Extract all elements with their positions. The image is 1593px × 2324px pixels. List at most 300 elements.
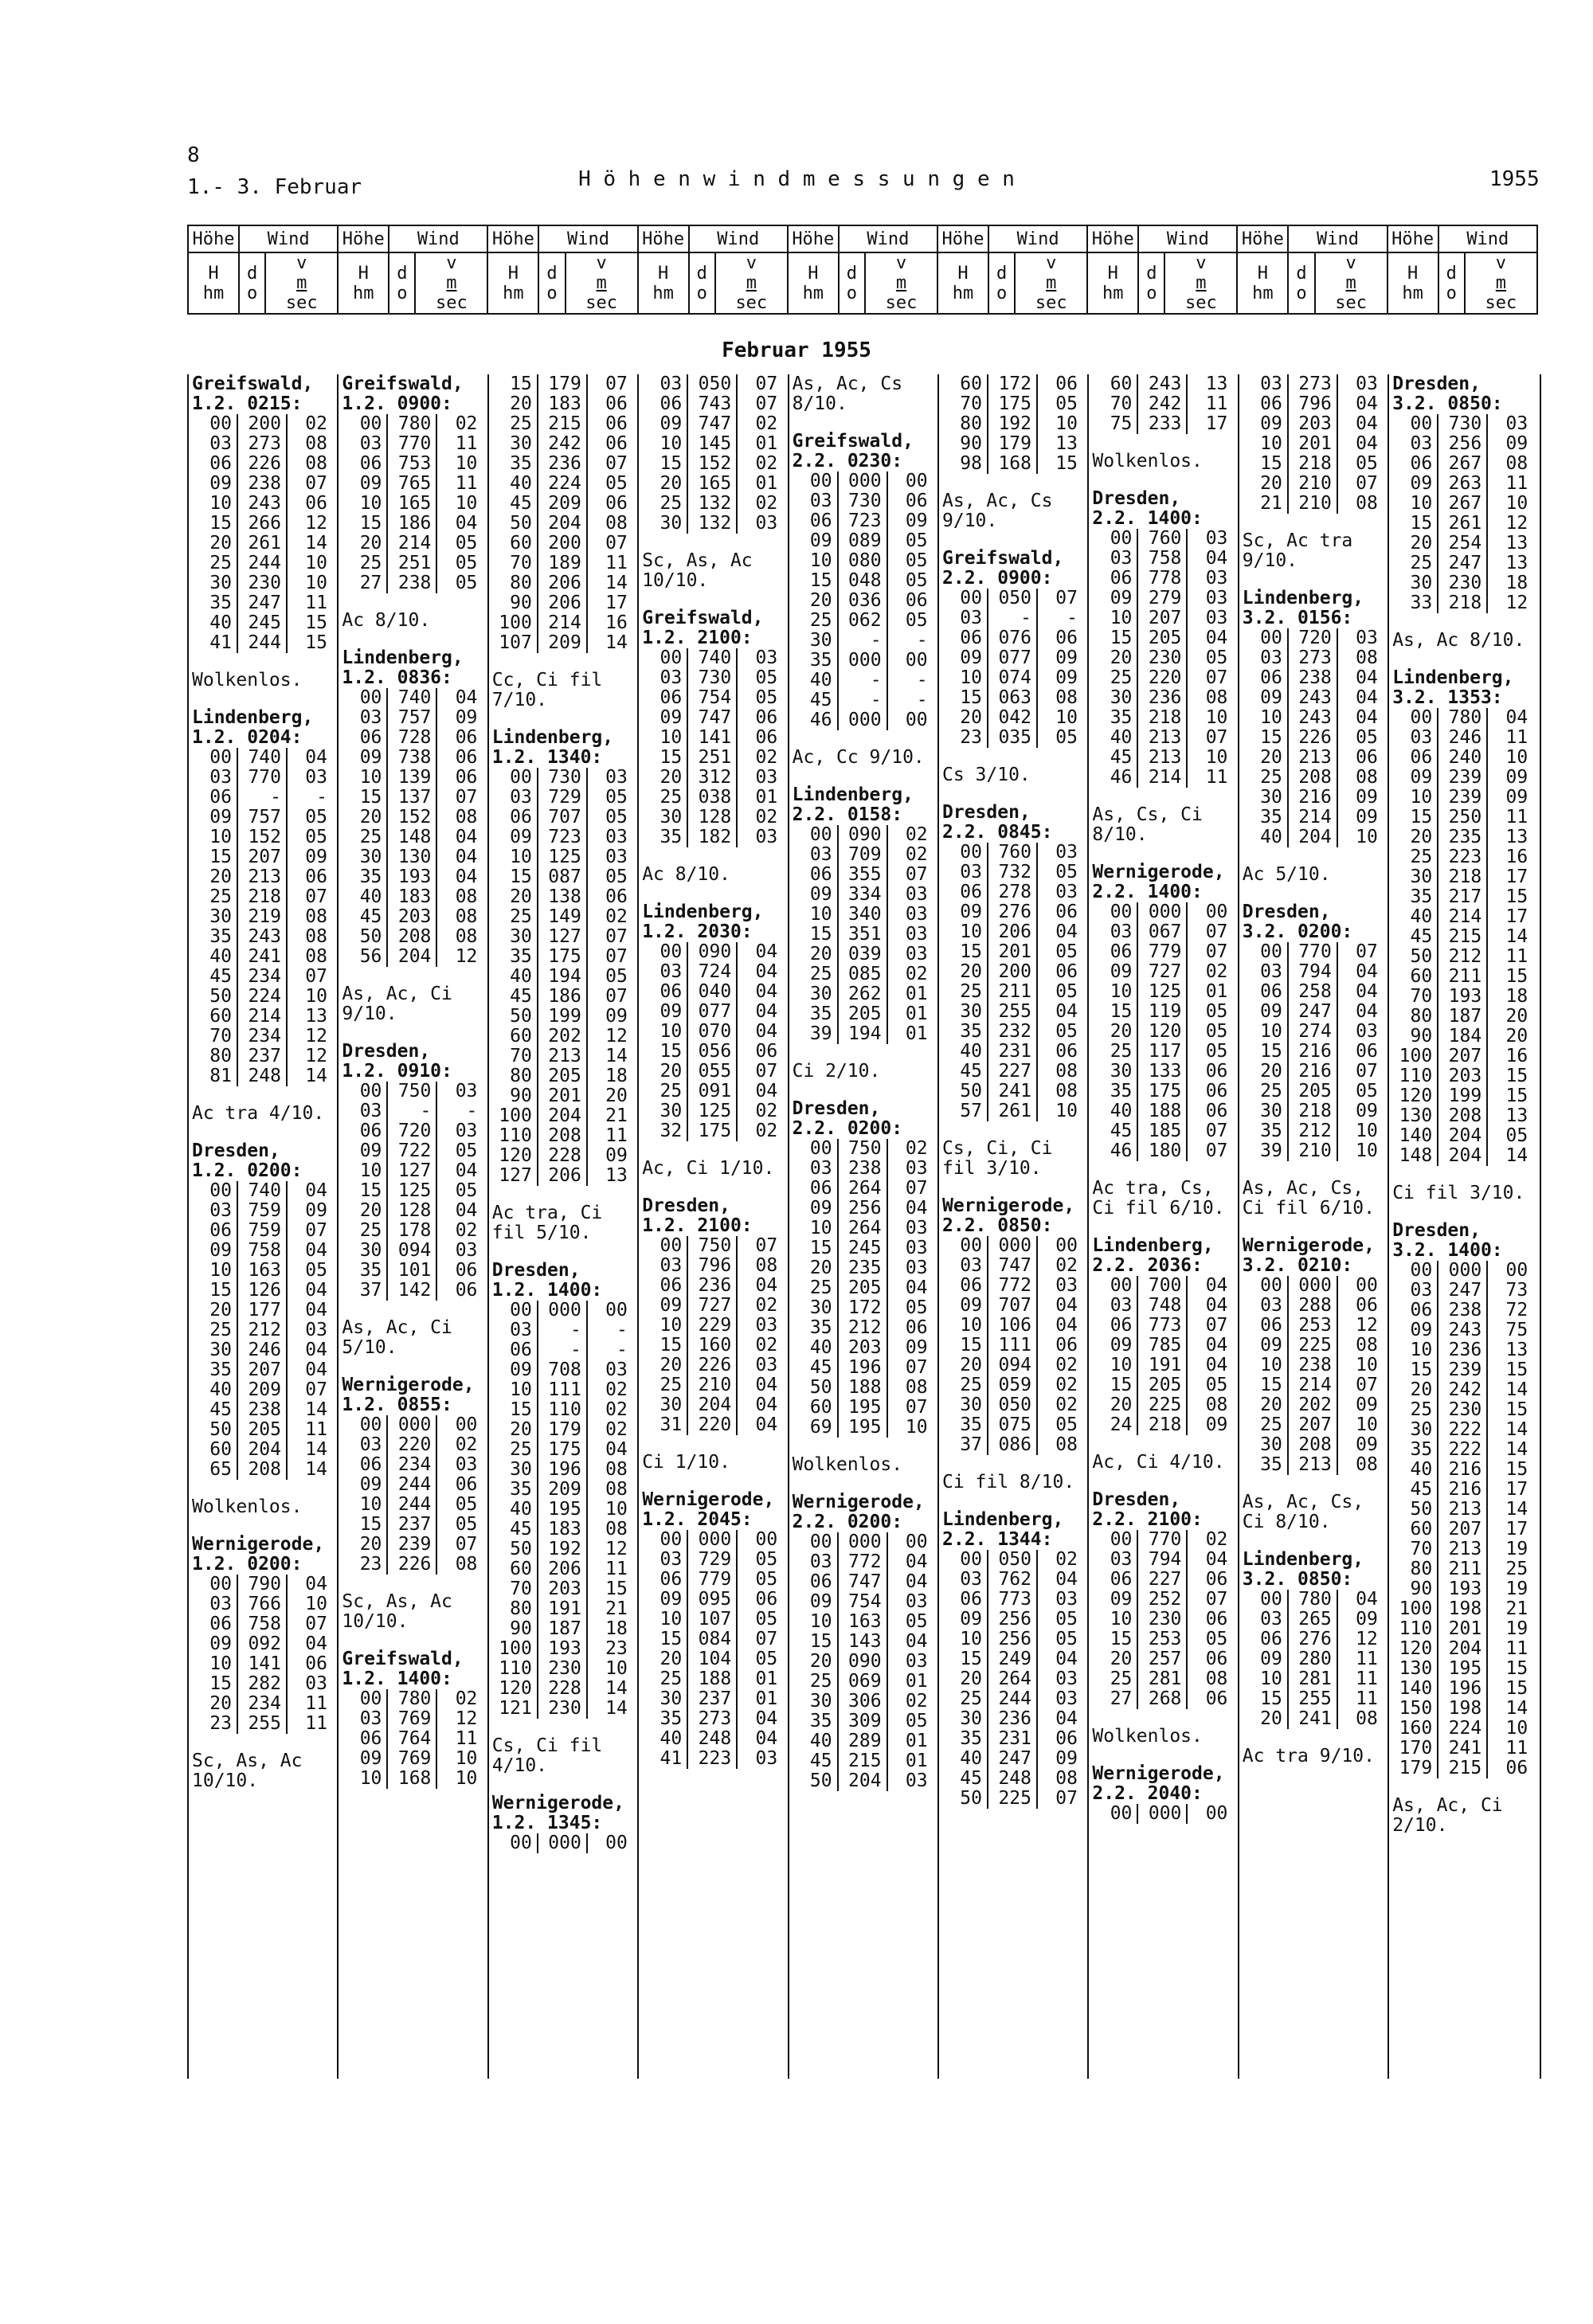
height-cell: 25 xyxy=(489,907,538,927)
speed-cell: 20 xyxy=(1505,1006,1528,1027)
height-cell: 60 xyxy=(189,1440,238,1460)
direction-cell: 264 xyxy=(839,1179,888,1199)
height-cell: 00 xyxy=(1239,1276,1289,1296)
height-cell: 35 xyxy=(189,593,238,613)
height-cell: 06 xyxy=(1389,1301,1438,1320)
height-cell: 09 xyxy=(339,1749,388,1769)
direction-cell: 239 xyxy=(388,1535,437,1555)
height-cell: 40 xyxy=(789,671,839,691)
table-row xyxy=(339,1141,488,1161)
direction-cell: 760 xyxy=(988,843,1038,863)
block-spacer xyxy=(639,847,789,865)
table-row xyxy=(1389,1679,1539,1699)
height-cell: 15 xyxy=(789,1632,839,1652)
speed-cell: 06 xyxy=(1055,374,1078,394)
direction-cell: 198 xyxy=(1438,1599,1488,1619)
height-cell: 03 xyxy=(1239,374,1289,394)
height-cell: 00 xyxy=(489,768,538,788)
speed-cell: 02 xyxy=(755,1295,778,1316)
direction-cell: 191 xyxy=(1138,1356,1188,1375)
speed-cell: 11 xyxy=(1505,946,1528,967)
height-cell: 00 xyxy=(1089,1276,1138,1296)
speed-cell: 04 xyxy=(305,1240,327,1261)
direction-cell: 201 xyxy=(988,942,1038,962)
direction-cell: 208 xyxy=(1438,1106,1488,1126)
table-row xyxy=(489,1500,639,1520)
height-cell: 40 xyxy=(939,1042,988,1062)
direction-cell: 110 xyxy=(538,1400,588,1420)
direction-cell: 780 xyxy=(388,414,437,434)
speed-cell: 05 xyxy=(755,667,778,688)
height-cell: 30 xyxy=(189,907,238,927)
height-cell: 10 xyxy=(489,1380,538,1400)
table-row xyxy=(1389,1106,1539,1126)
table-row xyxy=(189,1420,339,1440)
height-cell: 25 xyxy=(939,1375,988,1395)
table-row xyxy=(1239,1042,1389,1062)
direction-cell: 185 xyxy=(1138,1121,1188,1141)
table-row xyxy=(189,1027,339,1047)
table-row xyxy=(1089,1689,1239,1709)
speed-cell: 02 xyxy=(1055,1375,1078,1395)
speed-cell: 04 xyxy=(1356,433,1378,454)
table-row xyxy=(1389,708,1539,728)
direction-cell: 207 xyxy=(238,847,288,867)
direction-cell: 209 xyxy=(538,633,588,653)
table-row xyxy=(639,962,789,982)
station-block xyxy=(339,1318,488,1358)
table-row xyxy=(189,593,339,613)
station-block xyxy=(939,1196,1089,1455)
speed-cell: 07 xyxy=(905,1397,928,1418)
direction-cell: 138 xyxy=(538,887,588,907)
height-cell: 70 xyxy=(489,1047,538,1066)
direction-cell: 228 xyxy=(538,1146,588,1166)
direction-cell: - xyxy=(839,691,888,710)
station-block xyxy=(1239,531,1389,571)
direction-cell: 192 xyxy=(538,1540,588,1559)
table-row xyxy=(939,708,1089,728)
direction-cell: 201 xyxy=(1289,434,1338,454)
station-column xyxy=(337,374,488,2079)
table-row xyxy=(1089,1101,1239,1121)
direction-cell: 235 xyxy=(839,1258,888,1278)
speed-cell: 02 xyxy=(1055,1255,1078,1276)
header-hoehe: Höhe xyxy=(1087,225,1138,252)
table-row xyxy=(1389,728,1539,748)
table-row xyxy=(789,1672,939,1692)
speed-cell: 08 xyxy=(605,1519,628,1540)
speed-cell: 03 xyxy=(1055,842,1078,863)
header-v-msec xyxy=(566,252,638,314)
speed-cell: 12 xyxy=(1505,513,1528,534)
direction-cell: 125 xyxy=(688,1101,738,1121)
height-cell: 40 xyxy=(489,967,538,987)
speed-cell: 05 xyxy=(755,1549,778,1570)
height-cell: 15 xyxy=(939,1336,988,1356)
speed-cell: 05 xyxy=(1055,1629,1078,1649)
height-cell: 06 xyxy=(189,1614,238,1634)
direction-cell: 226 xyxy=(238,454,288,474)
direction-cell: 230 xyxy=(1138,1610,1188,1630)
direction-cell: 780 xyxy=(1438,708,1488,728)
direction-cell: 251 xyxy=(688,748,738,768)
height-cell: 06 xyxy=(189,1221,238,1241)
table-row xyxy=(939,1082,1089,1101)
speed-cell: 03 xyxy=(755,767,778,788)
table-row xyxy=(489,1301,639,1320)
height-cell: 20 xyxy=(339,534,388,554)
height-cell: 10 xyxy=(789,1219,839,1238)
table-row xyxy=(939,1630,1089,1649)
direction-cell: 168 xyxy=(988,454,1038,474)
direction-cell: 273 xyxy=(238,434,288,454)
station-block xyxy=(1089,863,1239,1161)
table-row xyxy=(789,905,939,925)
height-cell: 80 xyxy=(939,414,988,434)
table-row xyxy=(339,1555,488,1575)
height-cell: 40 xyxy=(1239,827,1289,847)
direction-cell: 248 xyxy=(238,1066,288,1086)
speed-cell: 03 xyxy=(605,767,628,788)
table-row xyxy=(1389,1360,1539,1380)
height-cell: 20 xyxy=(489,1420,538,1440)
height-cell: 10 xyxy=(339,1769,388,1789)
speed-cell: 12 xyxy=(455,946,478,967)
direction-cell: 148 xyxy=(388,827,437,847)
table-row xyxy=(489,414,639,434)
height-cell: 25 xyxy=(339,1221,388,1241)
table-row xyxy=(1089,1356,1239,1375)
table-row xyxy=(1239,788,1389,808)
speed-cell: 14 xyxy=(605,1678,628,1699)
table-row xyxy=(939,942,1089,962)
height-cell: 20 xyxy=(1089,1022,1138,1042)
direction-cell: 207 xyxy=(238,1360,288,1380)
direction-cell: 220 xyxy=(1138,668,1188,688)
direction-cell: 195 xyxy=(538,1500,588,1520)
direction-cell: 084 xyxy=(688,1630,738,1649)
direction-cell: 231 xyxy=(988,1042,1038,1062)
speed-cell: 02 xyxy=(905,964,928,984)
station-block xyxy=(339,1592,488,1632)
height-cell: 130 xyxy=(1389,1659,1438,1679)
height-cell: 10 xyxy=(939,922,988,942)
height-cell: 06 xyxy=(1089,1316,1138,1336)
direction-cell: - xyxy=(538,1320,588,1340)
station-heading: 1.2. 2100: xyxy=(642,1215,753,1236)
table-row xyxy=(1239,1336,1389,1356)
table-row xyxy=(1089,414,1239,434)
cloud-remark: Sc, As, Ac xyxy=(192,1751,303,1771)
speed-cell: 01 xyxy=(905,1023,928,1044)
speed-cell: 10 xyxy=(455,453,478,474)
height-cell: 10 xyxy=(639,1610,688,1630)
height-cell: 06 xyxy=(1239,982,1289,1002)
station-block xyxy=(339,1375,488,1575)
table-row xyxy=(789,1592,939,1612)
block-spacer xyxy=(789,414,939,432)
table-row xyxy=(489,768,639,788)
height-cell: 60 xyxy=(1089,374,1138,394)
height-cell: 100 xyxy=(1389,1599,1438,1619)
speed-cell: 06 xyxy=(1505,1758,1528,1778)
table-row xyxy=(189,927,339,947)
speed-cell: 13 xyxy=(1055,433,1078,454)
table-row xyxy=(1089,394,1239,414)
direction-cell: 754 xyxy=(839,1592,888,1612)
table-row xyxy=(339,1101,488,1121)
table-row xyxy=(189,847,339,867)
direction-cell: 227 xyxy=(1138,1570,1188,1590)
station-block xyxy=(189,1104,339,1124)
speed-cell: 01 xyxy=(905,1731,928,1751)
table-row xyxy=(789,1318,939,1338)
direction-cell: 281 xyxy=(1138,1669,1188,1689)
table-row xyxy=(1239,1356,1389,1375)
speed-cell: 05 xyxy=(755,1649,778,1669)
speed-cell: 14 xyxy=(305,1439,327,1460)
speed-cell: 04 xyxy=(1055,1295,1078,1316)
table-row xyxy=(789,1179,939,1199)
speed-cell: 02 xyxy=(605,1379,628,1400)
direction-cell: 261 xyxy=(238,534,288,554)
table-row xyxy=(1089,902,1239,922)
table-row xyxy=(789,1731,939,1751)
speed-cell: 14 xyxy=(605,1698,628,1719)
direction-cell: 203 xyxy=(1438,1066,1488,1086)
height-cell: 00 xyxy=(189,1575,238,1594)
table-row xyxy=(1239,1689,1389,1709)
height-cell: 15 xyxy=(939,688,988,708)
table-row xyxy=(489,1106,639,1126)
table-row xyxy=(939,1062,1089,1082)
direction-cell: 218 xyxy=(1438,867,1488,887)
direction-cell: 218 xyxy=(1138,1415,1188,1435)
speed-cell: 06 xyxy=(1205,1688,1228,1709)
block-spacer xyxy=(339,1024,488,1042)
direction-cell: 038 xyxy=(688,788,738,808)
height-cell: 30 xyxy=(489,1460,538,1480)
speed-cell: 14 xyxy=(605,632,628,653)
direction-cell: 117 xyxy=(1138,1042,1188,1062)
station-column xyxy=(788,374,939,2079)
table-row xyxy=(939,1709,1089,1729)
speed-cell: 05 xyxy=(455,1494,478,1515)
direction-cell: 225 xyxy=(1289,1336,1338,1356)
direction-cell: 251 xyxy=(388,554,437,573)
cloud-remark: Ac tra 9/10. xyxy=(1242,1746,1375,1766)
header-h-hm xyxy=(188,252,239,314)
speed-cell: 02 xyxy=(755,1101,778,1121)
height-cell: 09 xyxy=(1089,1336,1138,1356)
table-row xyxy=(1089,1002,1239,1022)
speed-cell: 11 xyxy=(1505,807,1528,827)
table-row xyxy=(1389,534,1539,554)
speed-cell: 00 xyxy=(905,1532,928,1552)
direction-cell: 165 xyxy=(688,474,738,494)
direction-cell: 214 xyxy=(538,613,588,633)
speed-cell: 16 xyxy=(1505,1046,1528,1066)
direction-cell: 204 xyxy=(388,947,437,967)
speed-cell: 04 xyxy=(1356,981,1378,1002)
table-row xyxy=(1389,1619,1539,1639)
height-cell: 179 xyxy=(1389,1759,1438,1778)
direction-cell: 111 xyxy=(988,1336,1038,1356)
height-cell: 20 xyxy=(339,1535,388,1555)
direction-cell: 216 xyxy=(1438,1460,1488,1480)
direction-cell: 214 xyxy=(238,1007,288,1027)
speed-cell: 02 xyxy=(1205,961,1228,982)
header-hm: hm xyxy=(952,283,974,303)
speed-cell: 11 xyxy=(1505,1638,1528,1659)
direction-cell: 077 xyxy=(988,648,1038,668)
height-cell: 50 xyxy=(939,1789,988,1809)
height-cell: 15 xyxy=(789,1238,839,1258)
table-row xyxy=(639,1236,789,1256)
direction-cell: 208 xyxy=(238,1460,288,1480)
table-row xyxy=(1389,1460,1539,1480)
height-cell: 45 xyxy=(939,1062,988,1082)
direction-cell: 236 xyxy=(1138,688,1188,708)
speed-cell: 04 xyxy=(1055,1315,1078,1336)
direction-cell: 206 xyxy=(988,922,1038,942)
height-cell: 09 xyxy=(1389,1320,1438,1340)
speed-cell: 19 xyxy=(1505,1539,1528,1559)
height-cell: 03 xyxy=(639,962,688,982)
speed-cell: 06 xyxy=(755,1041,778,1062)
table-row xyxy=(1239,962,1389,982)
speed-cell: 20 xyxy=(605,1086,628,1106)
speed-cell: 09 xyxy=(1055,648,1078,668)
cloud-remark: Wolkenlos. xyxy=(792,1454,903,1475)
height-cell: 35 xyxy=(489,1480,538,1500)
speed-cell: 05 xyxy=(605,473,628,494)
block-spacer xyxy=(189,1734,339,1751)
height-cell: 00 xyxy=(189,414,238,434)
table-row xyxy=(489,554,639,573)
station-block xyxy=(1239,1236,1389,1475)
header-d: d xyxy=(246,263,258,284)
speed-cell: 12 xyxy=(305,1026,327,1047)
direction-cell: 232 xyxy=(988,1022,1038,1042)
speed-cell: 10 xyxy=(305,553,327,573)
speed-cell: 13 xyxy=(1205,374,1228,394)
direction-cell: 750 xyxy=(839,1139,888,1159)
header-sec: sec xyxy=(1335,293,1367,313)
speed-cell: 11 xyxy=(1205,393,1228,414)
speed-cell: 04 xyxy=(455,687,478,708)
height-cell: 03 xyxy=(639,668,688,688)
direction-cell: 226 xyxy=(388,1555,437,1575)
table-row xyxy=(1089,1121,1239,1141)
table-row xyxy=(1239,1316,1389,1336)
height-cell: 15 xyxy=(1239,1042,1289,1062)
direction-cell: 247 xyxy=(1438,1281,1488,1301)
table-row xyxy=(1239,942,1389,962)
speed-cell: 18 xyxy=(605,1618,628,1639)
speed-cell: 05 xyxy=(455,573,478,593)
speed-cell: 06 xyxy=(1205,1061,1228,1082)
table-row xyxy=(1389,414,1539,434)
height-cell: 35 xyxy=(1389,1440,1438,1460)
direction-cell: 216 xyxy=(1438,1480,1488,1500)
station-heading: 3.2. 1400: xyxy=(1392,1240,1503,1261)
height-cell: 23 xyxy=(339,1555,388,1575)
speed-cell: 11 xyxy=(1356,1669,1378,1689)
station-heading: 2.2. 0200: xyxy=(792,1512,903,1532)
block-spacer xyxy=(1389,613,1539,631)
table-row xyxy=(1239,1082,1389,1101)
table-row xyxy=(189,1221,339,1241)
table-row xyxy=(1389,947,1539,967)
table-row xyxy=(339,768,488,788)
speed-cell: 06 xyxy=(1356,1041,1378,1062)
direction-cell: 785 xyxy=(1138,1336,1188,1356)
speed-cell: 06 xyxy=(755,727,778,748)
speed-cell: 07 xyxy=(905,1357,928,1378)
direction-cell: 132 xyxy=(688,514,738,534)
speed-cell: 19 xyxy=(1505,1618,1528,1639)
height-cell: 15 xyxy=(1089,1002,1138,1022)
direction-cell: 247 xyxy=(988,1749,1038,1769)
table-row xyxy=(489,1440,639,1460)
direction-cell: 239 xyxy=(1438,788,1488,808)
speed-cell: 15 xyxy=(1505,1678,1528,1699)
station-block xyxy=(789,432,939,730)
station-block xyxy=(1239,1550,1389,1729)
direction-cell: 095 xyxy=(688,1590,738,1610)
table-row xyxy=(789,1024,939,1044)
table-row xyxy=(1389,1261,1539,1281)
speed-cell: 09 xyxy=(905,511,928,531)
station-block xyxy=(489,1794,639,1853)
height-cell: 15 xyxy=(189,1674,238,1694)
header-wind: Wind xyxy=(1288,225,1387,252)
table-row xyxy=(489,534,639,554)
table-row xyxy=(1389,474,1539,494)
table-row xyxy=(189,947,339,967)
station-heading: 3.2. 0210: xyxy=(1242,1255,1353,1276)
height-cell: 40 xyxy=(1389,907,1438,927)
height-cell: 20 xyxy=(489,887,538,907)
height-cell: 03 xyxy=(339,434,388,454)
height-cell: 20 xyxy=(939,1356,988,1375)
height-cell: 06 xyxy=(1239,1316,1289,1336)
height-cell: 00 xyxy=(1239,628,1289,648)
table-row xyxy=(489,1360,639,1380)
direction-cell: 758 xyxy=(1138,549,1188,569)
height-cell: 110 xyxy=(1389,1066,1438,1086)
height-cell: 40 xyxy=(339,887,388,907)
direction-cell: 218 xyxy=(238,887,288,907)
cloud-remark: Sc, Ac tra xyxy=(1242,530,1353,551)
block-spacer xyxy=(1239,1729,1389,1747)
table-row xyxy=(1089,748,1239,768)
header-d-deg xyxy=(1138,252,1164,314)
height-cell: 50 xyxy=(789,1771,839,1791)
speed-cell: 09 xyxy=(305,1200,327,1221)
height-cell: 15 xyxy=(789,925,839,945)
table-row xyxy=(639,1256,789,1276)
speed-cell: 03 xyxy=(905,1591,928,1612)
table-row xyxy=(489,514,639,534)
table-row xyxy=(789,1298,939,1318)
height-cell: 15 xyxy=(489,1400,538,1420)
block-spacer xyxy=(489,1243,639,1261)
height-cell: 10 xyxy=(1239,1356,1289,1375)
height-cell: 03 xyxy=(639,1256,688,1276)
